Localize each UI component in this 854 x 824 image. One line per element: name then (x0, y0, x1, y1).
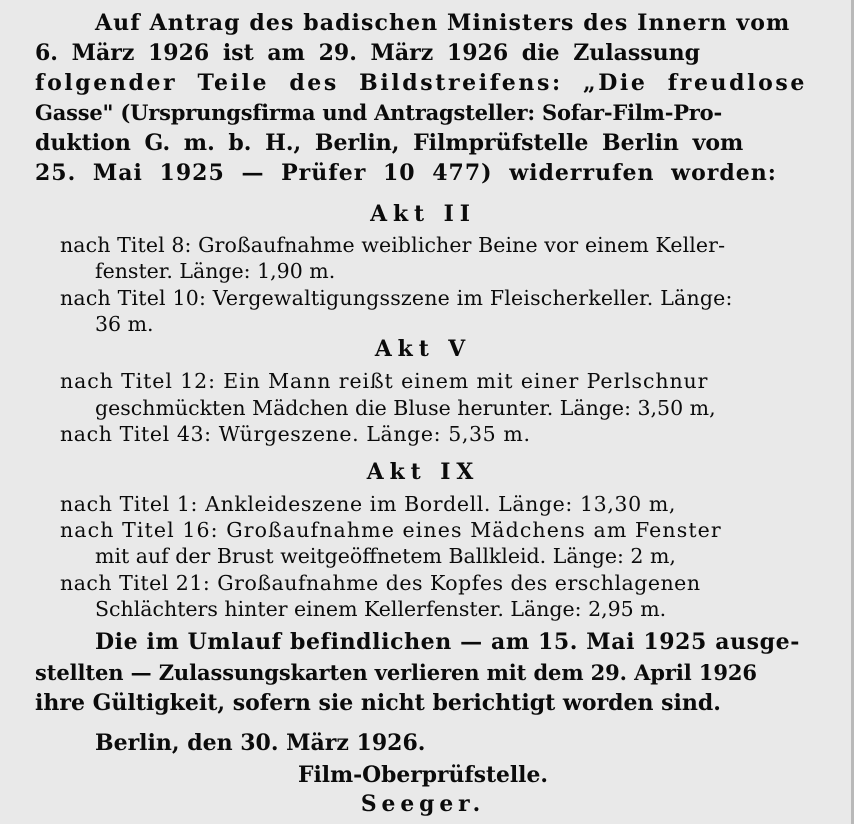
intro-line-4: Gasse" (Ursprungsfirma und Antragsteller: Sofar-Film-Pro- (35, 100, 722, 125)
place-date: Berlin, den 30. März 1926. (95, 730, 426, 756)
closing-line-3: ihre Gültigkeit, sofern sie nicht berichtigt worden sind. (35, 690, 721, 716)
akt-9-line-5: Schlächters hinter einem Kellerfenster. Länge: 2,95 m. (95, 597, 667, 621)
akt-9-heading: Akt IX (366, 459, 480, 485)
akt-2-line-2: fenster. Länge: 1,90 m. (95, 259, 336, 283)
closing-line-1: Die im Umlauf befindlichen — am 15. Mai 1925 ausge- (95, 629, 800, 655)
akt-2-heading: Akt II (370, 201, 476, 227)
intro-line-1: Auf Antrag des badischen Ministers des Innern vom (95, 10, 791, 36)
akt-5-line-3: nach Titel 43: Würgeszene. Länge: 5,35 m. (60, 422, 531, 446)
closing-line-2: stellten — Zulassungskarten verlieren mit dem 29. April 1926 (35, 660, 757, 685)
akt-9-line-1: nach Titel 1: Ankleideszene im Bordell. Länge: 13,30 m, (60, 492, 676, 516)
akt-9-line-4: nach Titel 21: Großaufnahme des Kopfes des erschlagenen (60, 571, 701, 595)
akt-2-line-3: nach Titel 10: Vergewaltigungsszene im Fleischerkeller. Länge: (60, 286, 733, 310)
akt-2-line-4: 36 m. (95, 312, 154, 336)
intro-line-5: duktion G. m. b. H., Berlin, Filmprüfstelle Berlin vom (35, 130, 744, 156)
signature-name: Seeger. (360, 791, 486, 817)
akt-5-heading: Akt V (374, 336, 472, 362)
intro-line-2: 6. März 1926 ist am 29. März 1926 die Zulassung (35, 40, 701, 66)
akt-5-line-1: nach Titel 12: Ein Mann reißt einem mit einer Perlschnur (60, 369, 709, 393)
intro-line-6: 25. Mai 1925 — Prüfer 10 477) widerrufen worden: (35, 160, 777, 186)
akt-9-line-3: mit auf der Brust weitgeöffnetem Ballkleid. Länge: 2 m, (95, 544, 676, 568)
intro-line-3: folgender Teile des Bildstreifens: „Die freudlose (35, 70, 807, 96)
akt-5-line-2: geschmückten Mädchen die Bluse herunter. Länge: 3,50 m, (95, 396, 716, 420)
akt-9-line-2: nach Titel 16: Großaufnahme eines Mädchens am Fenster (60, 518, 722, 542)
issuing-authority: Film-Oberprüfstelle. (298, 762, 548, 788)
akt-2-line-1: nach Titel 8: Großaufnahme weiblicher Beine vor einem Keller- (60, 233, 726, 257)
